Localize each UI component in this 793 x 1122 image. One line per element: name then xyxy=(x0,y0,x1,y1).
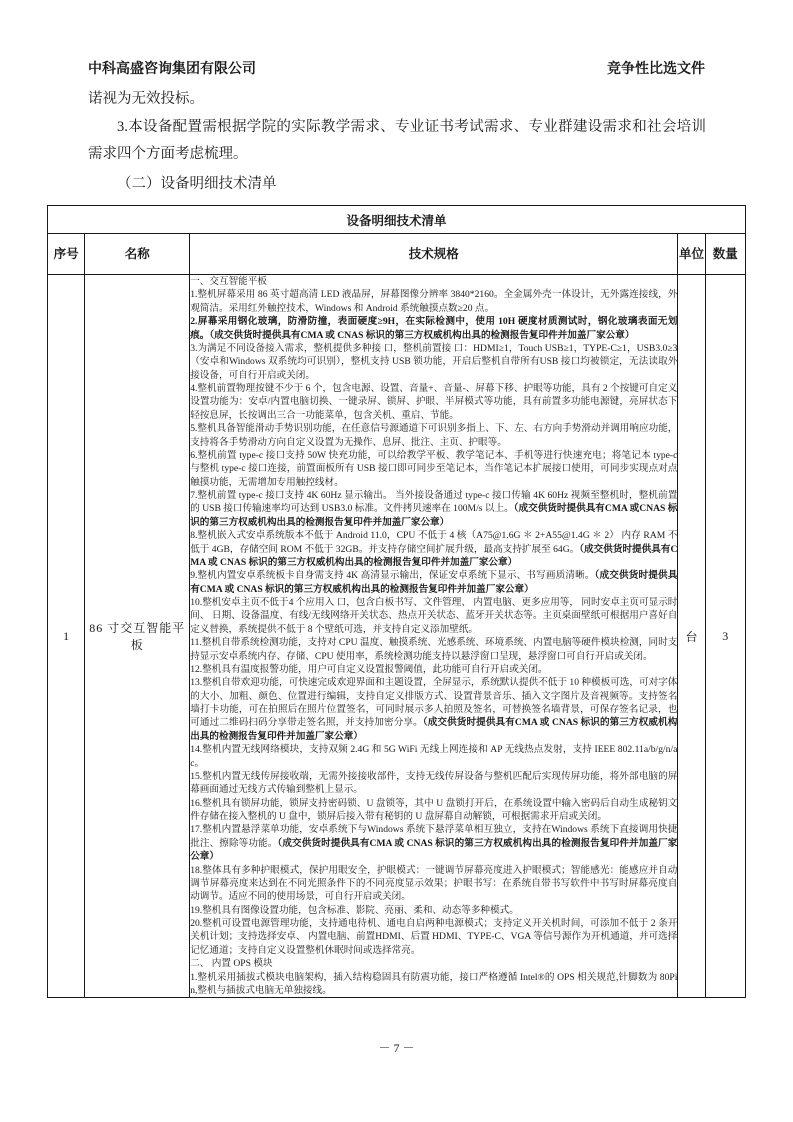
spec-paragraph: 1.整机屏幕采用 86 英寸超高清 LED 液晶屏，屏幕图像分辨率 3840*2160。全金属外壳一体设计，无外露连接线，外观简洁。采用红外触控技术，Windows 和 Android 系统触摸点数≥20 点。 xyxy=(190,289,678,314)
spec-paragraph: 14.整机内置无线网络模块，支持双频 2.4G 和 5G WiFi 无线上网连接和 AP 无线热点发射，支持 IEEE 802.11a/b/g/n/ac。 xyxy=(190,744,678,769)
spec-paragraph: 3.为满足不同设备接入需求，整机提供多种接 口，整机前置接 口：HDMI≥1，Touch USB≥1，TYPE-C≥1，USB3.0≥3（安卓和Windows 双系统均可识别），整机支持 USB 锁功能，开启后整机自带所有USB 接口均被锁定，无法读取外接设备，可自行开启或关闭。 xyxy=(190,342,678,381)
page-number: － 7 － xyxy=(378,1041,415,1055)
spec-paragraph: 13.整机自带欢迎功能，可快速完成欢迎界面和主题设置，全屏显示，系统默认提供不低于 10 种模板可选，可对字体的大小、加粗、颜色、位置进行编辑，支持自定义排版方式、设置背景音乐、插入文字图片及音视频等。支持签名墙打卡功能，可在拍照后在照片位置签名，可同时展示多人拍照及签名，可替换签名墙背景，可保存签名记录，也可通过二维码扫码分享带走签名照，并支持加密分享。（成交供货时提供具有CMA 或 CNAS 标识的第三方权威机构出具的检测报告复印件并加盖厂家公章） xyxy=(190,677,678,742)
spec-paragraph: 6.整机前置 type-c 接口支持 50W 快充功能，可以给教学平板、教学笔记本、手机等进行快速充电；将笔记本 type-c 与整机 type-c 接口连接，前置面板所有 USB 接口即可同步至笔记本，当作笔记本扩展接口使用，可同步实现点对点触摸功能，无需增加专用触控线材。 xyxy=(190,449,678,488)
column-header-unit: 单位 xyxy=(678,234,705,275)
spec-paragraph: 18.整体具有多种护眼模式，保护用眼安全，护眼模式：一键调节屏幕亮度进入护眼模式；智能感光：能感应并自动调节屏幕亮度来达到在不同光照条件下的不同亮度显示效果；护眼书写：在系统自带书写软件中书写时屏幕亮度自动调节。适应不同的使用场景，可自行开启或关闭。 xyxy=(190,864,678,903)
spec-paragraph: 9.整机内置安卓系统板卡自身需支持 4K 高清显示输出，保证安卓系统下显示、书写画质清晰。（成交供货时提供具有CMA 或 CNAS 标识的第三方权威机构出具的检测报告复印件并加盖厂家公章） xyxy=(190,570,678,595)
carryover-line: 诺视为无效投标。 xyxy=(88,91,204,107)
column-header-index: 序号 xyxy=(48,234,85,275)
spec-paragraph: 17.整机内置悬浮菜单功能，安卓系统下与Windows 系统下悬浮菜单相互独立，支持在Windows 系统下直接调用快捷批注、擦除等功能。（成交供货时提供具有CMA 或 CNAS 标识的第三方权威机构出具的检测报告复印件并加盖厂家公章） xyxy=(190,824,678,863)
row-quantity-cell: 3 xyxy=(705,275,745,998)
column-header-qty: 数量 xyxy=(705,234,745,275)
row-unit-cell: 台 xyxy=(678,275,705,998)
spec-paragraph: 1.整机采用插拔式模块电脑架构，插入结构稳固具有防震功能，接口严格遵循 Intel®的 OPS 相关规范,针脚数为 80Pin,整机与插拔式电脑无单独接线。 xyxy=(190,971,678,996)
table-row xyxy=(48,275,746,998)
page-header xyxy=(88,58,705,78)
spec-table xyxy=(47,205,746,998)
spec-paragraph: 19.整机具有图像设置功能，包含标准、影院、亮丽、柔和、动态等多种模式。 xyxy=(190,904,519,916)
header-doc-type: 竞争性比选文件 xyxy=(607,62,705,77)
spec-paragraph: 4.整机前置物理按键不少于 6 个，包含电源、设置、音量+、音量-、屏幕下移、护眼等功能，具有 2 个按键可自定义设置功能为：安卓/内置电脑切换、一键录屏、锁屏、护眼、半屏模式等功能，具有前置多功能电源键，亮屏状态下轻按息屏，长按调出三合一功能菜单，包含关机、重启、节能。 xyxy=(190,383,678,421)
row-index-cell: 1 xyxy=(48,275,85,998)
spec-paragraph: 2.屏幕采用钢化玻璃，防滑防撞，表面硬度≥9H，在实际检测中，使用 10H 硬度材质测试时，钢化玻璃表面无划痕。（成交供货时提供具有CMA 或 CNAS 标识的第三方权威机构出具的检测报告复印件并加盖厂家公章） xyxy=(190,316,678,341)
spec-paragraph: 16.整机具有锁屏功能，锁屏支持密码锁、U 盘锁等，其中 U 盘锁打开后，在系统设置中输入密码后自动生成秘钥文件存储在接入整机的 U 盘中，锁屏后接入带有秘钥的 U 盘屏幕自动解锁，可根据需求开启或关闭。 xyxy=(190,797,678,822)
spec-paragraph: 20.整机可设置电源管理功能，支持通电待机、通电自启两种电源模式；支持定义开关机时间，可添加不低于 2 条开关机计划；支持选择安卓、 内置电脑、前置HDMI、后置 HDMI、TYPE-C、VGA 等信号源作为开机通道，并可选择记忆通道；支持自定义设置整机休眠时间或选择常亮。 xyxy=(190,918,678,956)
column-header-spec: 技术规格 xyxy=(190,234,678,275)
requirement-paragraph: 3.本设备配置需根据学院的实际教学需求、专业证书考试需求、专业群建设需求和社会培训需求四个方面考虑梳理。 xyxy=(88,118,706,163)
header-company: 中科高盛咨询集团有限公司 xyxy=(88,62,256,77)
spec-paragraph: 10.整机安卓主页不低于4 个应用入 口，包含白板书写、文件管理、 内置电脑、更多应用等， 同时安卓主页可显示时间、 日期、设备温度、有线/无线网络开关状态、热点开关状态、蓝牙开关状态等。主页桌面壁纸可根据用户喜好自定义替换，系统提供不低于 8 个壁纸可选，并支持自定义添加壁纸。 xyxy=(190,597,678,635)
spec-paragraph: 7.整机前置 type-c 接口支持 4K 60Hz 显示输出。 当外接设备通过 type-c 接口传输 4K 60Hz 视频至整机时，整机前置的 USB 接口传输速率均可达到 USB3.0 标准。文件拷贝速率在 100M/s 以上。（成交供货时提供具有CMA 或CNAS 标识的第三方权威机构出具的检测报告复印件并加盖厂家公章） xyxy=(190,490,678,528)
spec-paragraph: 12.整机具有温度报警功能，用户可自定义设置报警阈值，此功能可自行开启或关闭。 xyxy=(190,663,548,675)
spec-paragraph: 二、 内置 OPS 模块 xyxy=(190,958,273,970)
section-label: （二）设备明细技术清单 xyxy=(117,175,277,192)
spec-paragraph: 8.整机嵌入式安卓系统版本不低于 Android 11.0，CPU 不低于 4 核（A75@1.6G ＊ 2+A55@1.4G ＊ 2） 内存 RAM 不低于 4GB，存储空间 ROM 不低于 32GB。并支持存储空间扩展升级，最高支持扩展至 64G。（成交供货时提供具有CMA 或 CNAS 标识的第三方权威机构出具的检测报告复印件并加盖厂家公章） xyxy=(190,530,678,568)
spec-paragraph: 11.整机自带系统检测功能，支持对 CPU 温度、触摸系统、光感系统、环境系统、内置电脑等硬件模块检测，同时支持显示安卓系统内存、存储、CPU 使用率，系统检测功能支持以悬浮窗口呈现，悬浮窗口可自行开启或关闭。 xyxy=(190,637,678,662)
specs-cell xyxy=(190,275,678,998)
spec-paragraph: 15.整机内置无线传屏接收端，无需外接接收部件，支持无线传屏设备与整机匹配后实现传屏功能，将外部电脑的屏幕画面通过无线方式传输到整机上显示。 xyxy=(190,770,678,796)
table-title: 设备明细技术清单 xyxy=(48,206,746,234)
spec-paragraph: 一、交互智能平板 xyxy=(190,276,267,287)
table-header-row xyxy=(48,234,746,275)
spec-paragraph: 5.整机具备智能滑动手势识别功能，在任意信号源通道下可识别多指上、下、左、右方向手势滑动并调用响应功能，支持将各手势滑动方向自定义设置为无操作、息屏、批注、主页、护眼等。 xyxy=(190,423,678,448)
column-header-name: 名称 xyxy=(85,234,190,275)
intro-text xyxy=(88,86,706,198)
row-name-cell: 86 寸交互智能平板 xyxy=(85,275,190,998)
